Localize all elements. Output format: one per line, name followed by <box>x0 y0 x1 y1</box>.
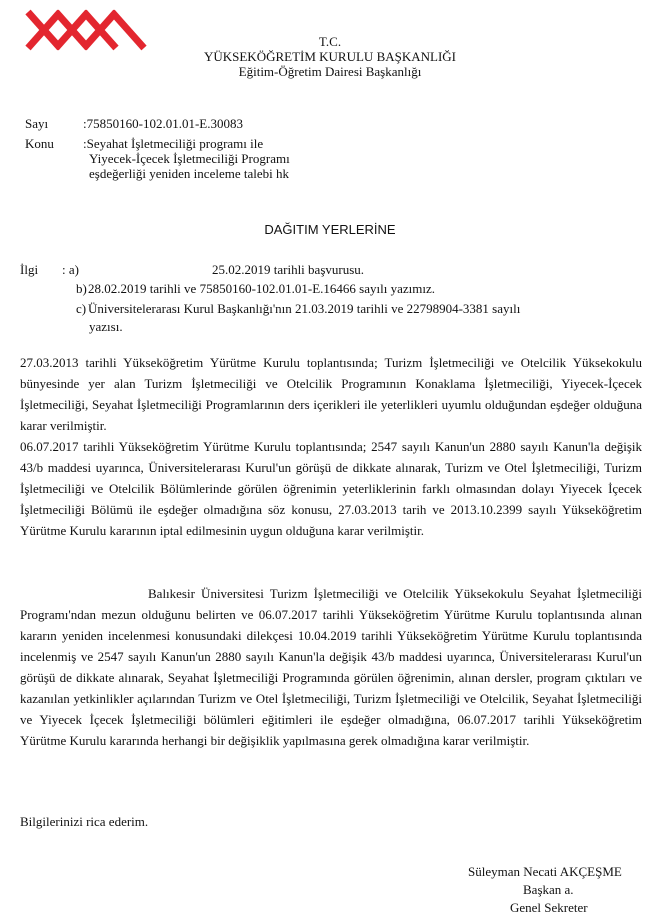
ilgi-a-text: 25.02.2019 tarihli başvurusu. <box>212 262 365 277</box>
ilgi-c-text-1: Üniversitelerarası Kurul Başkanlığı'nın 21.03.2019 tarihli ve 22798904-3381 sayılı <box>88 301 521 316</box>
signature-partial: Genel Sekreter <box>510 900 588 915</box>
header-tc: T.C. <box>318 34 342 49</box>
signature-title: Başkan a. <box>523 882 574 897</box>
ilgi-c-marker: c) <box>76 301 87 316</box>
ilgi-b-text: 28.02.2019 tarihli ve 75850160-102.01.01-E.16466 sayılı yazımız. <box>88 281 435 296</box>
sayi-value: :75850160-102.01.01-E.30083 <box>83 116 243 131</box>
ilgi-a-marker: : a) <box>62 262 79 277</box>
sayi-label: Sayı <box>25 116 49 131</box>
closing-text: Bilgilerinizi rica ederim. <box>20 814 149 829</box>
ilgi-b-marker: b) <box>76 281 87 296</box>
ilgi-c-text-2: yazısı. <box>89 319 123 334</box>
konu-line-1: :Seyahat İşletmeciliği programı ile <box>83 136 264 151</box>
ilgi-label: İlgi <box>20 262 39 277</box>
signature-name: Süleyman Necati AKÇEŞME <box>468 864 622 879</box>
paragraph-3: Balıkesir Üniversitesi Turizm İşletmeciliği ve Otelcilik Yüksekokulu Seyahat İşletmeciliği Programı'ndan mezun olduğunu belirten ve 06.07.2017 tarihli Yükseköğretim Yürütme Kurulu toplantısında alınan kararın yeniden incelenmesi konusundaki dilekçesi 10.04.2019 tarihli Yükseköğretim Yürütme Kurulu toplantısında incelenmiş ve 2547 sayılı Kanun'un 2880 sayılı Kanun'la değişik 43/b maddesi uyarınca, Üniversitelerarası Kurul'un görüşü de dikkate alınarak, Seyahat İşletmeciliği Programında görülen öğrenimin, alınan dersler, program çıktıları ve kazanılan yetkinlikler açılarından Turizm ve Otel İşletmeciliği, Turizm İşletmeciliği ve Otelcilik, Seyahat İşletmeciliği ve Yiyecek İçecek İşletmeciliği bölümleri eğitimleri ile eşdeğer olmadığına, 06.07.2017 tarihli Yükseköğretim Yürütme Kurulu kararında herhangi bir değişiklik yapılmasına gerek olmadığına karar verilmiştir. <box>20 586 642 748</box>
konu-line-3: eşdeğerliği yeniden inceleme talebi hk <box>89 166 289 181</box>
header-institution: YÜKSEKÖĞRETİM KURULU BAŞKANLIĞI <box>203 49 457 64</box>
paragraph-1: 27.03.2013 tarihli Yükseköğretim Yürütme Kurulu toplantısında; Turizm İşletmeciliği ve Otelcilik Yüksekokulu bünyesinde yer alan Turizm İşletmeciliği ve Otelcilik Programının Konaklama İşletmeciliği, Yiyecek-İçecek İşletmeciliği, Seyahat İşletmeciliği Programlarının ders içerikleri ile yeterlikleri uyumlu olduğundan eşdeğer olduğuna karar verilmiştir. <box>20 355 642 433</box>
yok-logo-icon <box>22 8 150 52</box>
recipient-title: DAĞITIM YERLERİNE <box>264 222 396 237</box>
konu-line-2: Yiyecek-İçecek İşletmeciliği Programı <box>89 151 290 166</box>
header-department: Eğitim-Öğretim Dairesi Başkanlığı <box>238 64 422 79</box>
konu-label: Konu <box>25 136 54 151</box>
paragraph-2: 06.07.2017 tarihli Yükseköğretim Yürütme Kurulu toplantısında; 2547 sayılı Kanun'un 2880 sayılı Kanun'la değişik 43/b maddesi uyarınca, Üniversitelerarası Kurul'un görüşü de dikkate alınarak, Turizm ve Otel İşletmeciliği, Turizm İşletmeciliği ve Otelcilik Bölümlerinde görülen öğrenimin yeterliklerinin farklı olmasından dolayı Yiyecek İçecek İşletmeciliği Bölümü ile eşdeğer olmadığına söz konusu, 27.03.2013 tarih ve 2013.10.2399 sayılı Yükseköğretim Yürütme Kurulu kararının iptal edilmesinin uygun olduğuna karar verilmiştir. <box>20 439 642 538</box>
